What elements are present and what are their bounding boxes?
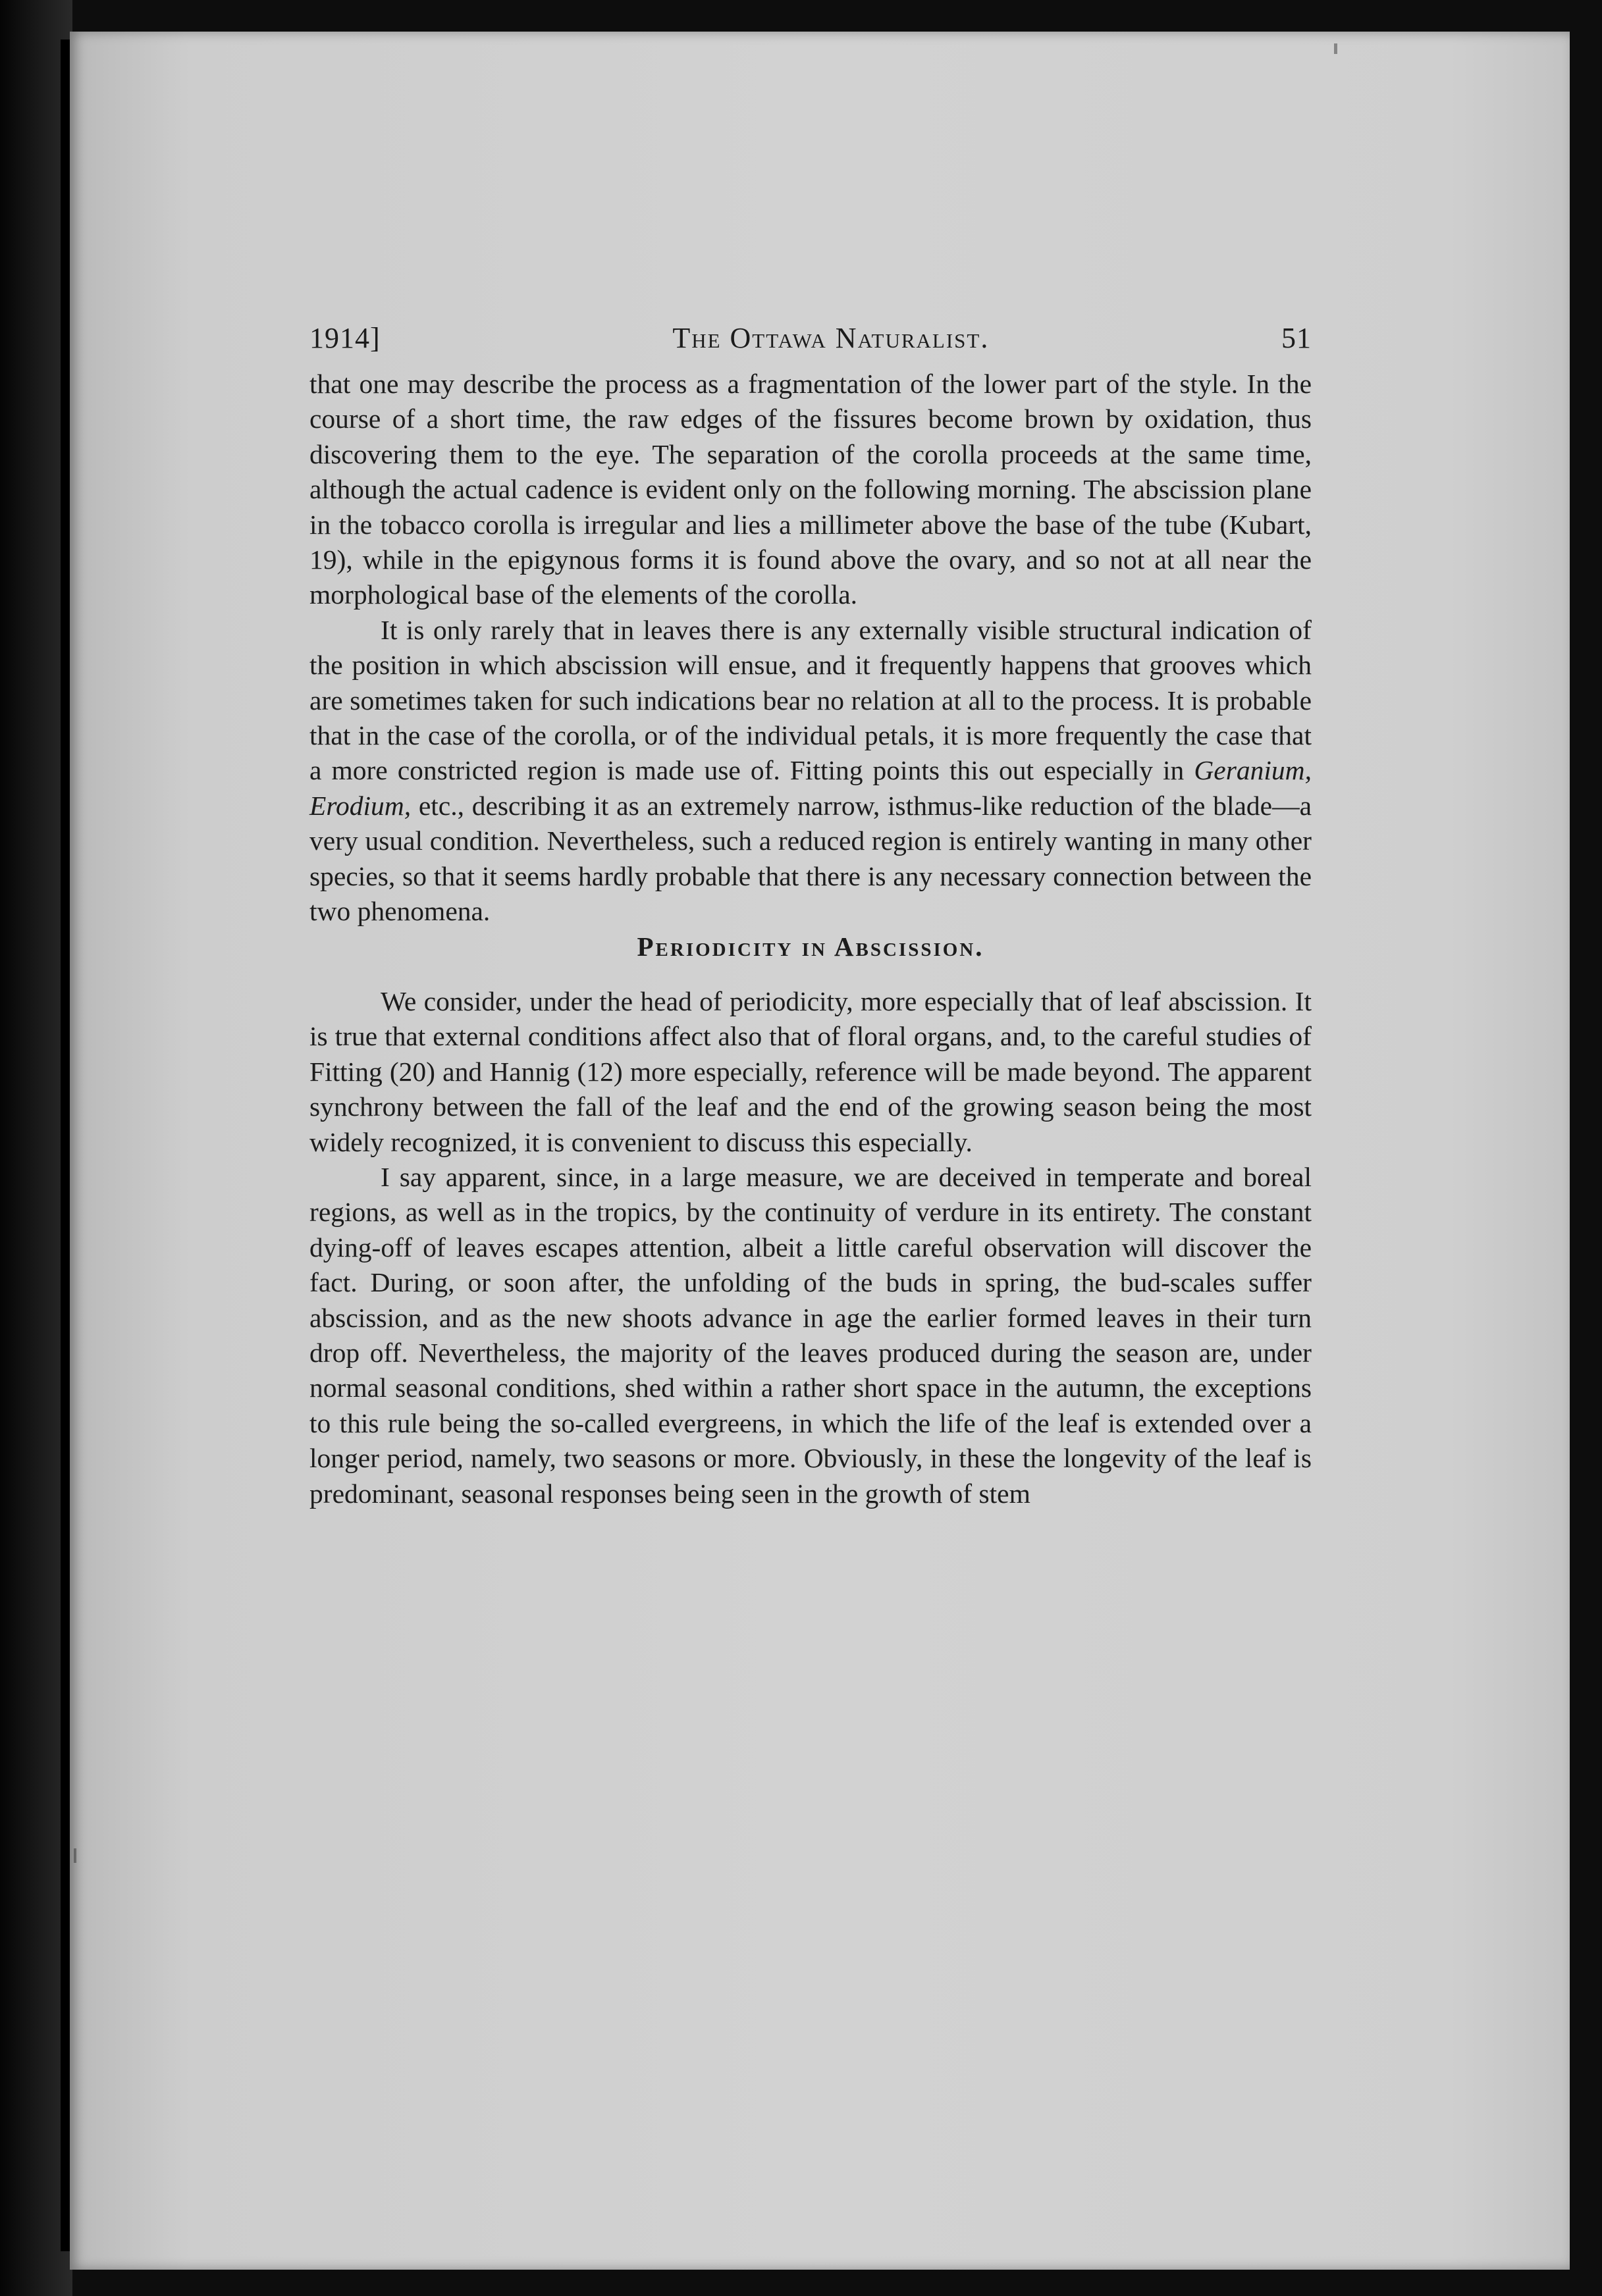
paragraph-1: that one may describe the process as a fragmentation of the lower part of the style. In the course of a short time, the raw edges of the fissures become brown by oxidation, thus discovering them to the eye. The separation of the corolla proceeds at the same time, although the actual cadence is evident only on the following morning. The abscission plane in the tobacco corolla is irregular and lies a millimeter above the base of the tube (Kubart, 19), while in the epigynous forms it is found above the ovary, and so not at all near the morphological base of the elements of the corolla. — [309, 369, 1312, 610]
journal-title: The Ottawa Naturalist. — [672, 322, 990, 354]
paragraph-2-text-b: etc., describing it as an extremely narrow, isthmus-like reduction of the blade—a very usual condition. Nevertheless, such a reduced region is entirely wanting in many other species, so that it seems hardly probable that there is any necessary connection between the two phenomena. — [309, 790, 1312, 927]
page-text-block — [309, 321, 1312, 1511]
paragraph-2 — [309, 613, 1312, 929]
genus-names: Geranium, Erodium, — [309, 755, 1312, 821]
header-year: 1914] — [309, 322, 381, 354]
paragraph-4: I say apparent, since, in a large measure, we are deceived in temperate and boreal regions, as well as in the tropics, by the continuity of verdure in its entirety. The constant dying-off of leaves escapes attention, albeit a little careful observation will discover the fact. During, or soon after, the unfolding of the buds in spring, the bud-scales suffer abscission, and as the new shoots advance in age the earlier formed leaves in their turn drop off. Nevertheless, the majority of the leaves produced during the season are, under normal seasonal conditions, shed within a rather short space in the autumn, the exceptions to this rule being the so-called evergreens, in which the life of the leaf is extended over a longer period, namely, two seasons or more. Obviously, in these the longevity of the leaf is predominant, seasonal responses being seen in the growth of stem — [309, 1161, 1312, 1509]
book-spine-shadow — [61, 39, 70, 2251]
paragraph-3: We consider, under the head of periodicity, more especially that of leaf abscission. It is true that external conditions affect also that of floral organs, and, to the careful studies of Fitting (20) and Hannig (12) more especially, reference will be made beyond. The apparent synchrony between the fall of the leaf and the end of the growing season being the most widely recognized, it is convenient to discuss this especially. — [309, 985, 1312, 1157]
page-number: 51 — [1281, 322, 1312, 354]
scan-speck — [1334, 43, 1337, 54]
section-heading: Periodicity in Abscission. — [637, 931, 984, 962]
running-header — [309, 321, 1312, 355]
scan-speck — [74, 1848, 76, 1863]
paragraph-2-text-a: It is only rarely that in leaves there is any externally visible structural indication of the position in which abscission will ensue, and it frequently happens that grooves which are sometimes taken for such indications bear no relation at all to the process. It is probable that in the case of the corolla, or of the individual petals, it is more frequently the case that a more constricted region is made use of. Fitting points this out especially in — [309, 614, 1312, 786]
